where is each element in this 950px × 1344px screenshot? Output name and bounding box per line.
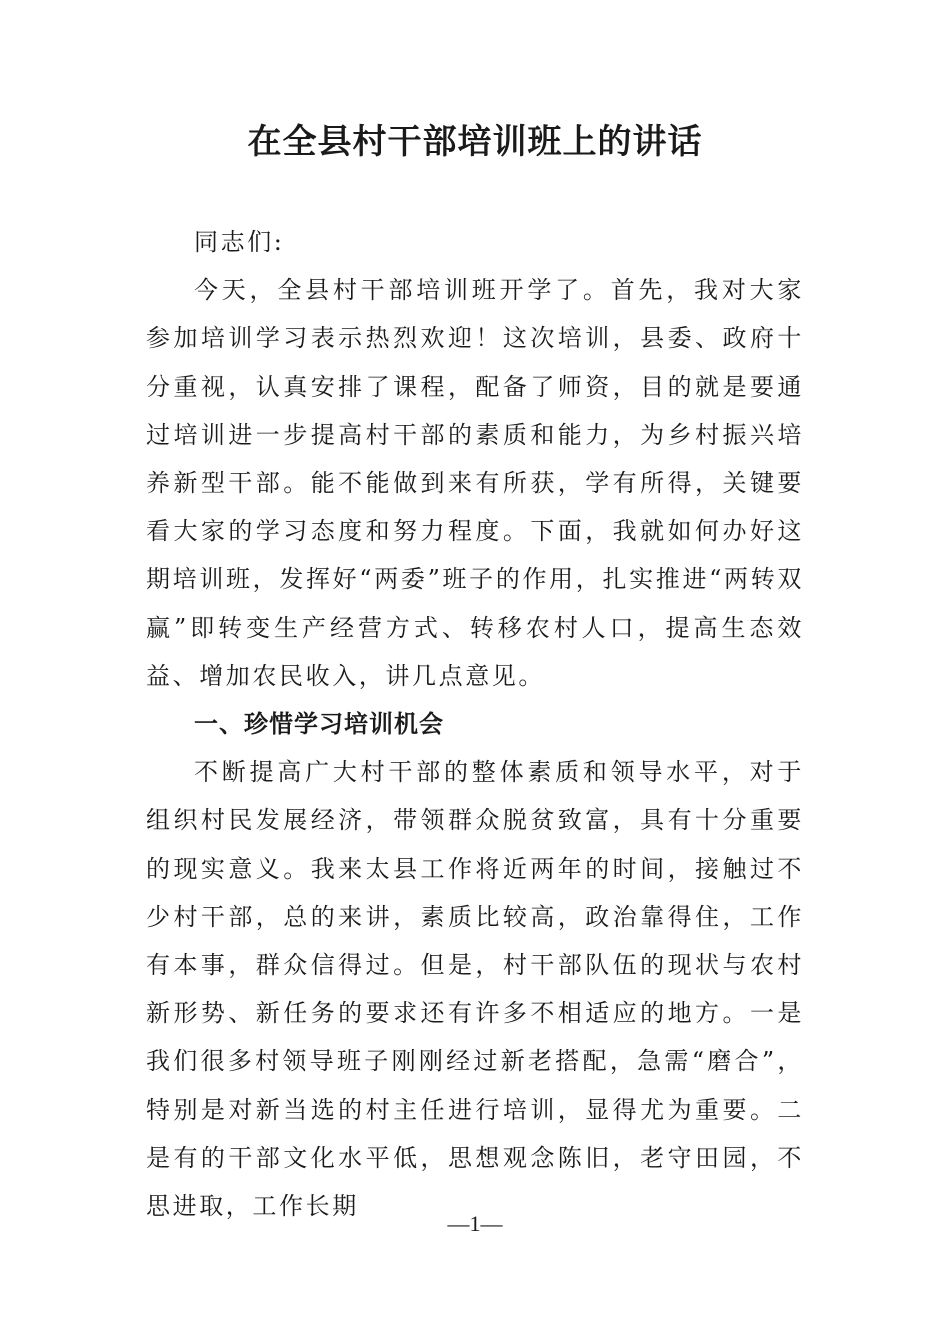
section-paragraph: 不断提高广大村干部的整体素质和领导水平，对于组织村民发展经济，带领群众脱贫致富，具有十分重要的现实意义。我来太县工作将近两年的时间，接触过不少村干部，总的来讲，素质比较高，政治靠得住，工作有本事，群众信得过。但是，村干部队伍的现状与农村新形势、新任务的要求还有许多不相适应的地方。一是我们很多村领导班子刚刚经过新老搭配，急需“磨合”，特别是对新当选的村主任进行培训，显得尤为重要。二是有的干部文化水平低，思想观念陈旧，老守田园，不思进取，工作长期 — [146, 758, 804, 1221]
page-number: —1— — [447, 1211, 503, 1236]
salutation: 同志们: — [194, 228, 285, 256]
section-heading: 一、珍惜学习培训机会 — [194, 709, 444, 739]
document-body — [146, 218, 804, 1230]
document-title: 在全县村干部培训班上的讲话 — [247, 122, 703, 162]
body-paragraph: 今天，全县村干部培训班开学了。首先，我对大家参加培训学习表示热烈欢迎！这次培训，县委、政府十分重视，认真安排了课程，配备了师资，目的就是要通过培训进一步提高村干部的素质和能力，为乡村振兴培养新型干部。能不能做到来有所获，学有所得，关键要看大家的学习态度和努力程度。下面，我就如何办好这期培训班，发挥好“两委”班子的作用，扎实推进“两转双赢”即转变生产经营方式、转移农村人口，提高生态效益、增加农民收入，讲几点意见。 — [146, 276, 804, 690]
